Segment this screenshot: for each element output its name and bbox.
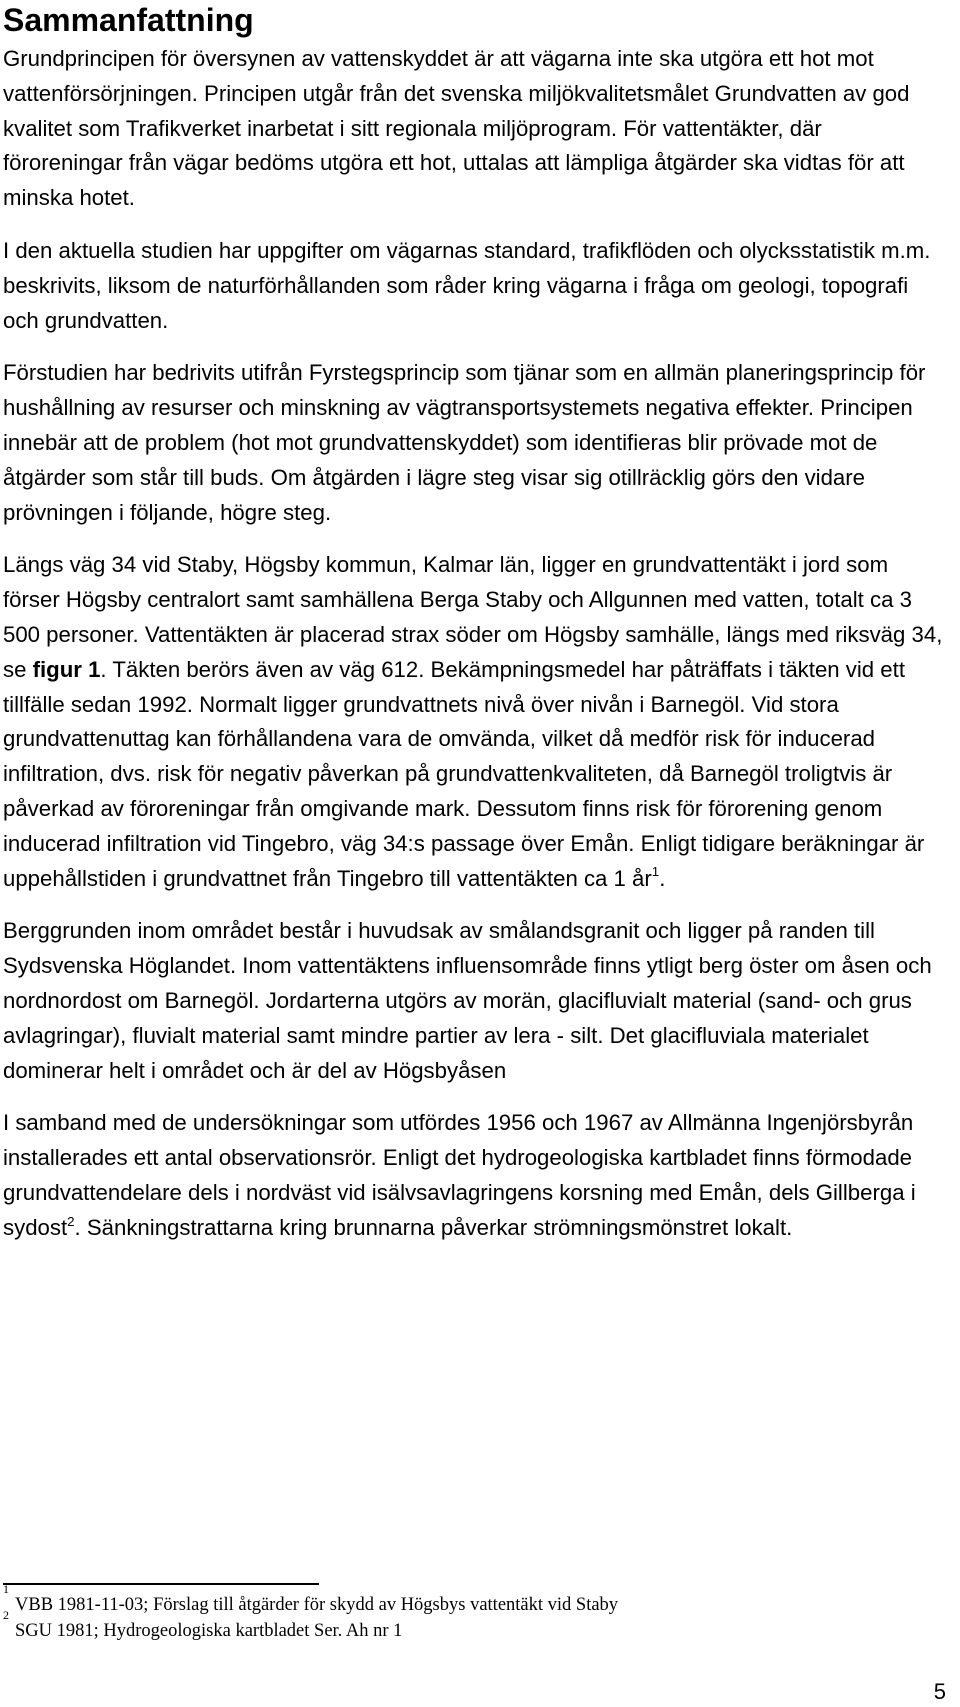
paragraph-water-source-text-a: Längs väg 34 vid Staby, Högsby kommun, Kalmar län, ligger en grundvattentäkt i jord som förser Högsby centralort samt samhällena Berga Staby och Allgunnen med vatten, totalt ca 3 500 personer. Vattentäkten är placerad strax söder om Högsby samhälle, längs med riksväg 34, se	[3, 552, 943, 682]
paragraph-water-source-end: .	[659, 865, 666, 891]
footnote-1	[3, 1582, 903, 1618]
section-heading: Sammanfattning	[3, 2, 254, 38]
paragraph-bedrock: Berggrunden inom området består i huvudsak av smålandsgranit och ligger på randen till Sydsvenska Höglandet. Inom vattentäktens influensområde finns ytligt berg öster om åsen och nordnordost om Barnegöl. Jordarterna utgörs av morän, glacifluvialt material (sand- och grus avlagringar), fluvialt material samt mindre partier av lera - silt. Det glacifluviala materialet dominerar helt i området och är del av Högsbyåsen	[3, 918, 932, 1083]
figure-reference: figur 1	[32, 656, 101, 682]
paragraph-study: I den aktuella studien har uppgifter om vägarnas standard, trafikflöden och olycksstatistik m.m. beskrivits, liksom de naturförhållanden som råder kring vägarna i fråga om geologi, topografi och grundvatten.	[3, 237, 931, 333]
footnote-number: 1	[3, 1582, 9, 1596]
paragraph-water-source-text-b: . Täkten berörs även av väg 612. Bekämpningsmedel har påträffats i täkten vid ett tillfälle sedan 1992. Normalt ligger grundvattnets nivå över nivån i Barnegöl. Vid stora grundvattenuttag kan förhållandena vara de omvända, vilket då medför risk för inducerad infiltration, dvs. risk för negativ påverkan på grundvattenkvaliteten, då Barnegöl troligtvis är påverkad av föroreningar från omgivande mark. Dessutom finns risk för förorening genom inducerad infiltration vid Tingebro, väg 34:s passage över Emån. Enligt tidigare beräkningar är uppehållstiden i grundvattnet från Tingebro till vattentäkten ca 1 år	[3, 656, 925, 891]
footnote-text: VBB 1981-11-03; Förslag till åtgärder för skydd av Högsbys vattentäkt vid Staby	[15, 1595, 619, 1615]
paragraph-four-step: Förstudien har bedrivits utifrån Fyrstegsprincip som tjänar som en allmän planeringsprincip för hushållning av resurser och minskning av vägtransportsystemets negativa effekter. Principen innebär att de problem (hot mot grundvattenskyddet) som identifieras blir prövade mot de åtgärder som står till buds. Om åtgärden i lägre steg visar sig otillräcklig görs den vidare prövningen i följande, högre steg.	[3, 360, 926, 525]
footnote-ref-1: 1	[651, 864, 660, 880]
paragraph-water-source	[3, 548, 943, 896]
paragraph-investigations	[3, 1106, 943, 1245]
footnotes	[3, 1582, 903, 1644]
paragraph-investigations-text: I samband med de undersökningar som utfördes 1956 och 1967 av Allmänna Ingenjörsbyrån installerades ett antal observationsrör. Enligt det hydrogeologiska kartbladet finns förmodade grundvattendelare dels i nordväst vid isälvsavlagringens korsning med Emån, dels Gillberga i sydost	[3, 1110, 916, 1240]
footnote-text: SGU 1981; Hydrogeologiska kartbladet Ser. Ah nr 1	[15, 1621, 403, 1641]
paragraph-investigations-end: . Sänkningstrattarna kring brunnarna påverkar strömningsmönstret lokalt.	[74, 1214, 793, 1240]
paragraph-principle: Grundprincipen för översynen av vattenskyddet är att vägarna inte ska utgöra ett hot mot vattenförsörjningen. Principen utgår från det svenska miljökvalitetsmålet Grundvatten av god kvalitet som Trafikverket inarbetat i sitt regionala miljöprogram. För vattentäkter, där föroreningar från vägar bedöms utgöra ett hot, uttalas att lämpliga åtgärder ska vidtas för att minska hotet.	[3, 46, 910, 211]
footnote-separator	[3, 1583, 319, 1585]
page-number: 5	[933, 1679, 946, 1704]
summary-body	[3, 42, 943, 1246]
footnote-ref-2: 2	[67, 1213, 75, 1229]
footnote-number: 2	[3, 1608, 9, 1622]
footnote-2	[3, 1608, 903, 1644]
